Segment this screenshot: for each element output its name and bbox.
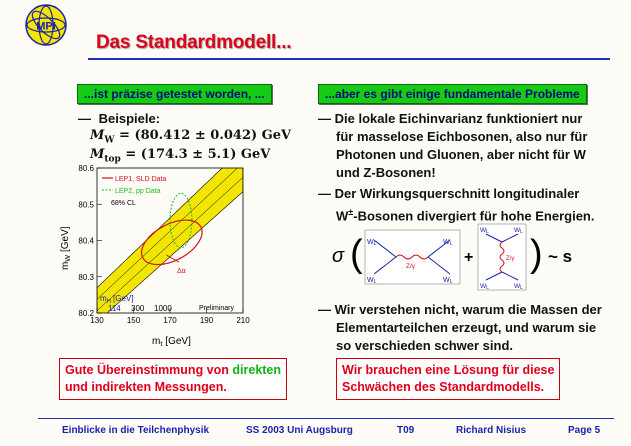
delta-alpha-label: Δα <box>177 268 186 275</box>
diag2-w-top-left <box>480 227 489 235</box>
legend-lep1: LEP1, SLD Data <box>115 176 167 183</box>
left-paren: ( <box>350 233 363 275</box>
diag1-w-top-right <box>443 239 453 247</box>
preliminary-label: Preliminary <box>199 305 235 312</box>
l-label: L <box>373 279 377 285</box>
feynman-diagram-t-channel <box>478 224 526 291</box>
mh-symbol: m <box>100 294 107 303</box>
x-tick-label: 190 <box>199 316 214 325</box>
x-axis-unit: [GeV] <box>165 336 191 347</box>
left-conclusion-green: direkten <box>232 363 282 377</box>
diag2-z-gamma: Z/γ <box>506 256 515 262</box>
mh-value-1000: 1000 <box>154 304 172 313</box>
mpi-logo <box>24 3 68 47</box>
sim-s: ~ s <box>548 247 573 266</box>
plus-sign: + <box>464 249 474 266</box>
sm-band-mh-1000-line <box>97 163 243 299</box>
bullet-dash: — <box>78 111 91 126</box>
mw-mt-chart <box>55 160 260 350</box>
footer-semester: SS 2003 Uni Augsburg <box>246 425 353 436</box>
w-label: W <box>367 239 374 246</box>
x-axis-subscript: t <box>160 341 163 348</box>
w-label: W <box>480 227 487 234</box>
diag1-w-bottom-left <box>367 277 377 285</box>
footer-page: Page 5 <box>568 425 601 436</box>
y-tick-label: 80.2 <box>78 309 94 318</box>
y-tick-label: 80.5 <box>78 200 94 210</box>
bullet-2-line-2: -Bosonen divergiert für hohe Energien. <box>353 208 595 224</box>
mtop-subscript: top <box>104 154 121 165</box>
bullet-1-line-1: Die lokale Eichinvarianz funktioniert nur <box>334 111 583 126</box>
l-label: L <box>449 241 453 247</box>
sm-band-mh-300-line <box>97 177 243 310</box>
l-label: L <box>486 285 489 291</box>
right-bullet-1 <box>318 110 587 182</box>
right-conclusion-text-1: Wir brauchen eine Lösung für diese <box>342 363 555 377</box>
mh-value-300: 300 <box>131 304 145 313</box>
right-conclusion-text-2: Schwächen des Standardmodells. <box>342 380 545 394</box>
y-tick-label: 80.3 <box>78 272 94 282</box>
legend-lep2: LEP2, pp Data <box>115 188 161 195</box>
footer-divider <box>38 418 614 419</box>
mh-value-114: 114 <box>108 304 121 313</box>
x-axis-label <box>152 336 191 348</box>
slide-title: Das Standardmodell... <box>96 32 292 53</box>
w-label: W <box>443 277 450 284</box>
w-label: W <box>480 283 487 290</box>
bullet-dash: — <box>318 186 331 201</box>
mtop-value: = (174.3 ± 5.1) GeV <box>120 147 271 162</box>
mh-subscript: H <box>106 299 112 305</box>
bullet-1-line-3: Photonen und Gluonen, aber nicht für W <box>336 147 586 162</box>
l-label: L <box>449 279 453 285</box>
w-symbol: W <box>336 208 349 224</box>
mw-subscript: W <box>104 135 115 146</box>
sigma-symbol: σ <box>332 245 345 267</box>
legend-cl: 68% CL <box>111 200 136 207</box>
bullet-2-line-1: Der Wirkungsquerschnitt longitudinaler <box>334 186 580 201</box>
left-conclusion-text-1: Gute Übereinstimmung von <box>65 363 233 377</box>
w-label: W <box>514 227 521 234</box>
w-charge: ± <box>348 207 354 217</box>
bullet-3-line-1: Wir verstehen nicht, warum die Massen der <box>334 302 602 317</box>
mw-value: = (80.412 ± 0.042) GeV <box>114 128 292 143</box>
bullet-3-line-2: Elementarteilchen erzeugt, und warum sie <box>336 320 597 335</box>
left-conclusion-box <box>59 358 287 400</box>
right-conclusion-box <box>336 358 560 400</box>
logo-text: MPI <box>36 20 56 33</box>
left-conclusion-text-2: und indirekten Messungen. <box>65 380 227 394</box>
footer-code: T09 <box>397 425 415 436</box>
beispiele-label: Beispiele: <box>98 111 161 126</box>
cross-section-formula <box>330 222 610 294</box>
bullet-dash: — <box>318 302 331 317</box>
y-axis-subscript: W <box>65 255 72 262</box>
right-header: ...aber es gibt einige fundamentale Probleme <box>318 84 587 104</box>
right-paren: ) <box>530 233 543 275</box>
beispiele-line <box>78 110 160 128</box>
y-axis-symbol: m <box>60 261 71 270</box>
mtop-symbol: M <box>90 147 105 162</box>
footer-author: Richard Nisius <box>456 425 527 436</box>
w-label: W <box>514 283 521 290</box>
x-axis-symbol: m <box>152 336 161 347</box>
x-tick-label: 210 <box>236 316 250 325</box>
y-tick-label: 80.6 <box>78 164 94 173</box>
bullet-1-line-2: für masselose Eichbosonen, also nur für <box>336 129 588 144</box>
diag1-w-bottom-right <box>443 277 453 285</box>
y-tick-label: 80.4 <box>78 236 94 246</box>
mh-unit: [GeV] <box>113 294 134 303</box>
w-label: W <box>367 277 374 284</box>
right-bullet-3 <box>318 301 602 355</box>
right-bullet-2 <box>318 185 594 225</box>
mw-formula <box>90 128 291 146</box>
title-divider <box>88 58 610 60</box>
w-label: W <box>443 239 450 246</box>
bullet-dash: — <box>318 111 331 126</box>
y-axis-unit: [GeV] <box>60 226 71 253</box>
feynman-diagram-s-channel <box>365 230 460 285</box>
diag2-w-bottom-right <box>514 283 523 291</box>
l-label: L <box>373 241 377 247</box>
x-tick-label: 130 <box>90 316 104 325</box>
diag2-w-top-right <box>514 227 523 235</box>
x-tick-label: 150 <box>126 316 141 325</box>
x-tick-label: 170 <box>163 316 177 325</box>
l-label: L <box>486 229 489 235</box>
mw-symbol: M <box>90 128 105 143</box>
diag2-w-bottom-left <box>480 283 489 291</box>
bullet-1-line-4: und Z-Bosonen! <box>336 165 436 180</box>
diag1-z-gamma: Z/γ <box>406 263 416 270</box>
diag1-w-top-left <box>367 239 377 247</box>
l-label: L <box>520 285 523 291</box>
left-header: ...ist präzise getestet worden, ... <box>77 84 272 104</box>
footer-course: Einblicke in die Teilchenphysik <box>62 425 210 436</box>
bullet-3-line-3: so verschieden schwer sind. <box>336 338 514 353</box>
l-label: L <box>520 229 523 235</box>
y-axis-label <box>60 226 72 270</box>
